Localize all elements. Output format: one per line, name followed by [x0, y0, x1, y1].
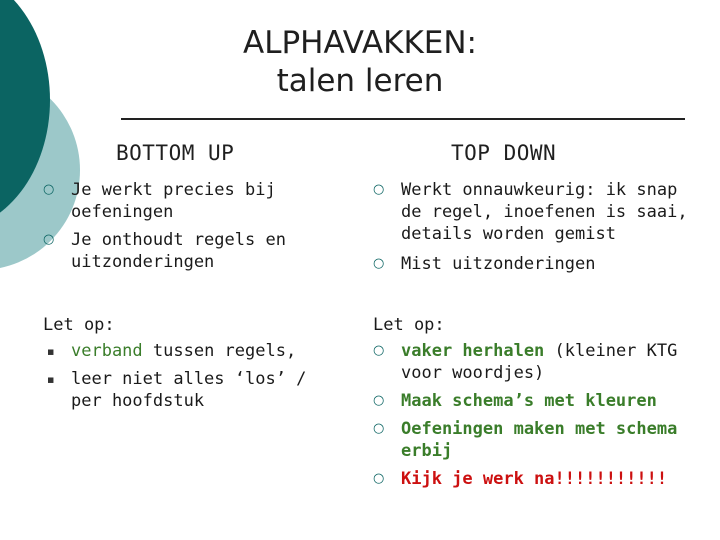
list-item [373, 340, 688, 384]
hollow-circle-icon: ○ [373, 256, 385, 271]
list-item-text: Je onthoudt regels en uitzonderingen [71, 230, 286, 272]
bottom-up-heading: BOTTOM UP [116, 141, 235, 165]
list-item [373, 390, 688, 412]
right-note-list [373, 340, 688, 490]
hollow-circle-icon: ○ [43, 232, 55, 247]
list-item [43, 368, 333, 412]
hollow-circle-icon: ○ [373, 182, 385, 197]
list-item [43, 179, 333, 223]
list-item [43, 340, 333, 362]
hollow-circle-icon: ○ [373, 471, 385, 486]
slide-title [150, 24, 570, 100]
left-note-list [43, 340, 333, 412]
top-down-heading: TOP DOWN [451, 141, 557, 165]
title-divider [121, 118, 685, 120]
hollow-circle-icon: ○ [373, 393, 385, 408]
list-item-text: (kleiner KTG voor woordjes) [401, 341, 678, 383]
slide-title-line2: talen leren [276, 63, 444, 99]
top-down-list [373, 179, 688, 275]
list-item-text: Werkt onnauwkeurig: ik snap de regel, inoefenen is saai, details worden gemist [401, 180, 688, 244]
list-item [373, 179, 688, 245]
hollow-circle-icon: ○ [373, 421, 385, 436]
highlight-text: Maak schema’s met kleuren [401, 391, 657, 411]
highlight-text: vaker herhalen [401, 341, 545, 361]
highlight-text: Oefeningen maken met schema erbij [401, 419, 678, 461]
highlight-text: Kijk je werk na!!!!!!!!!!! [401, 469, 668, 489]
hollow-circle-icon: ○ [373, 343, 385, 358]
highlight-text: verband [71, 341, 143, 361]
slide-title-line1: ALPHAVAKKEN: [242, 25, 477, 61]
small-square-icon: ▪ [47, 345, 55, 358]
list-item [373, 468, 688, 490]
list-item-text: Mist uitzonderingen [401, 254, 596, 274]
list-item-text: tussen regels, [142, 341, 297, 361]
list-item-text: leer niet alles ‘los’ / per hoofdstuk [71, 369, 307, 411]
hollow-circle-icon: ○ [43, 182, 55, 197]
list-item [43, 229, 333, 273]
list-item [373, 418, 688, 462]
list-item [373, 253, 688, 275]
bottom-up-list [43, 179, 333, 273]
list-item-text: Je werkt precies bij oefeningen [71, 180, 276, 222]
left-note-label: Let op: [43, 315, 115, 335]
small-square-icon: ▪ [47, 373, 55, 386]
right-note-label: Let op: [373, 315, 445, 335]
